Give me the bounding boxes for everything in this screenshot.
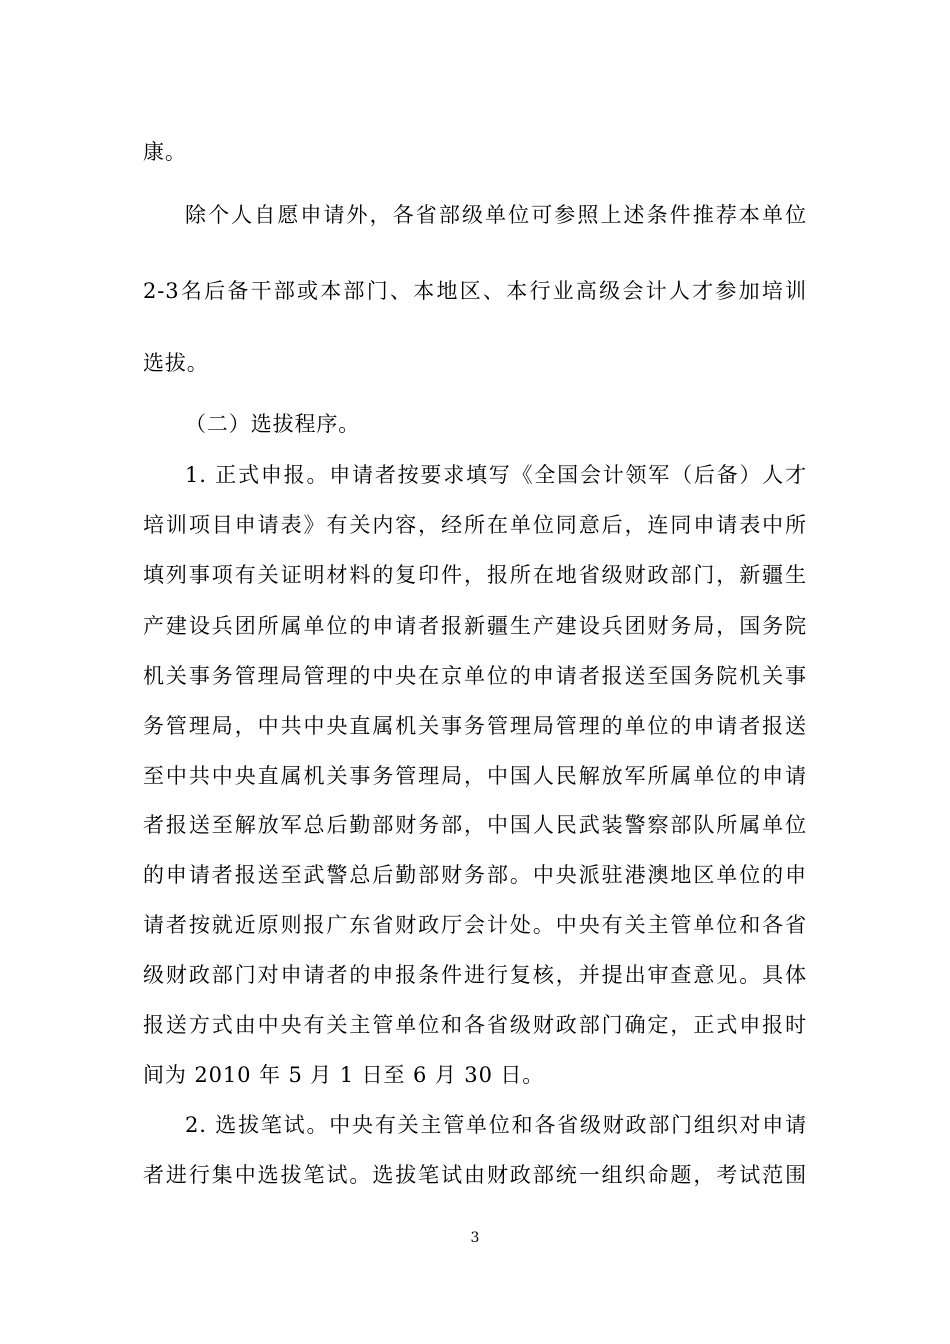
text-line: 填列事项有关证明材料的复印件，报所在地省级财政部门，新疆生 xyxy=(143,563,807,587)
text-line: 务管理局，中共中央直属机关事务管理局管理的单位的申请者报送 xyxy=(143,714,807,738)
text-line: 报送方式由中央有关主管单位和各省级财政部门确定，正式申报时 xyxy=(143,1013,807,1037)
text-line: 除个人自愿申请外，各省部级单位可参照上述条件推荐本单位 xyxy=(185,203,807,227)
text-line: 2. 选拔笔试。中央有关主管单位和各省级财政部门组织对申请 xyxy=(185,1113,807,1137)
text-line: 请者按就近原则报广东省财政厅会计处。中央有关主管单位和各省 xyxy=(143,913,807,937)
text-line: 间为 2010 年 5 月 1 日至 6 月 30 日。 xyxy=(143,1063,545,1087)
text-line: 级财政部门对申请者的申报条件进行复核，并提出审查意见。具体 xyxy=(143,963,807,987)
section-heading: （二）选拔程序。 xyxy=(185,412,361,436)
text-line: 产建设兵团所属单位的申请者报新疆生产建设兵团财务局，国务院 xyxy=(143,614,807,638)
text-line: 康。 xyxy=(143,140,187,164)
text-line: 者进行集中选拔笔试。选拔笔试由财政部统一组织命题，考试范围 xyxy=(143,1163,807,1187)
text-line: 机关事务管理局管理的中央在京单位的申请者报送至国务院机关事 xyxy=(143,664,807,688)
text-line: 的申请者报送至武警总后勤部财务部。中央派驻港澳地区单位的申 xyxy=(143,863,807,887)
text-line: 者报送至解放军总后勤部财务部，中国人民武装警察部队所属单位 xyxy=(143,813,807,837)
page-number: 3 xyxy=(470,1230,480,1246)
text-line: 至中共中央直属机关事务管理局，中国人民解放军所属单位的申请 xyxy=(143,764,807,788)
text-line: 2-3名后备干部或本部门、本地区、本行业高级会计人才参加培训 xyxy=(143,279,807,303)
text-line: 选拔。 xyxy=(143,351,209,375)
text-line: 1. 正式申报。申请者按要求填写《全国会计领军（后备）人才 xyxy=(185,463,807,487)
text-line: 培训项目申请表》有关内容，经所在单位同意后，连同申请表中所 xyxy=(143,513,807,537)
